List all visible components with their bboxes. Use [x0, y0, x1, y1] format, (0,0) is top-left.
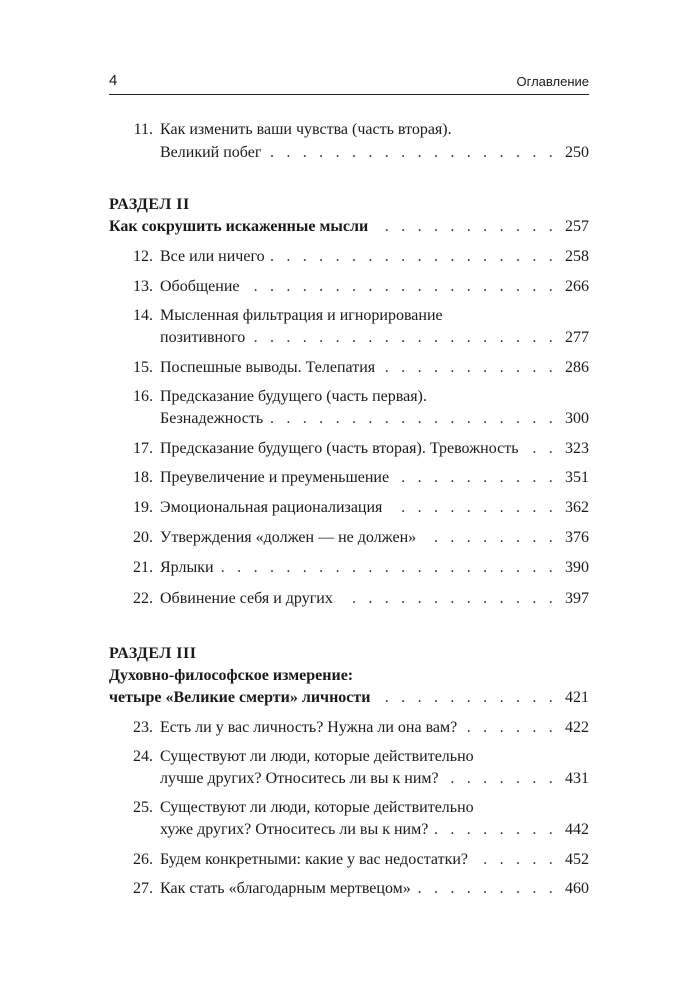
toc-entry[interactable] — [109, 849, 589, 871]
toc-entry-page: 452 — [565, 851, 589, 868]
leader-dots — [220, 557, 557, 579]
leader-dots — [445, 768, 557, 790]
toc-entry-title: Будем конкретными: какие у вас недостатки? — [160, 851, 468, 868]
leader-dots — [463, 717, 557, 739]
toc-entry-title: Великий побег — [160, 144, 262, 161]
toc-entry-title: Как стать «благодарным мертвецом» — [160, 880, 411, 897]
toc-entry-number: 13. — [133, 278, 153, 295]
toc-entry-page: 390 — [565, 559, 589, 576]
toc-entry-number: 19. — [133, 499, 153, 516]
toc-entry-number: 23. — [133, 719, 153, 736]
toc-entry-number: 18. — [133, 469, 153, 486]
toc-entry-title: Все или ничего — [160, 248, 265, 265]
toc-entry-continuation[interactable] — [109, 142, 589, 164]
toc-entry-number: 25. — [133, 799, 153, 816]
toc-entry-title: Мысленная фильтрация и игнорирование — [160, 307, 443, 324]
toc-entry[interactable] — [109, 438, 589, 460]
toc-entry-page: 258 — [565, 248, 589, 265]
toc-entry-number: 12. — [133, 248, 153, 265]
leader-dots — [245, 276, 557, 298]
toc-entry[interactable] — [109, 246, 589, 268]
toc-entry-continuation[interactable] — [109, 408, 589, 430]
section-title-text: Как сокрушить искаженные мысли — [109, 218, 369, 235]
toc-entry-page: 323 — [565, 440, 589, 457]
section-title: Духовно-философское измерение: — [109, 667, 354, 684]
toc-entry-title: Утверждения «должен — не должен» — [160, 529, 417, 546]
toc-entry-title: Ярлыки — [160, 559, 214, 576]
leader-dots — [376, 687, 557, 709]
toc-entry[interactable] — [109, 527, 589, 549]
toc-entry[interactable] — [109, 357, 589, 379]
toc-entry-page: 442 — [565, 821, 589, 838]
toc-entry-page: 266 — [565, 278, 589, 295]
toc-entry-title: Обобщение — [160, 278, 240, 295]
toc-entry[interactable] — [109, 557, 589, 579]
toc-entry[interactable] — [109, 276, 589, 298]
toc-entry-title: Преувеличение и преуменьшение — [160, 469, 390, 486]
toc-entry-continuation[interactable] — [109, 819, 589, 841]
toc-entry-number: 11. — [133, 121, 153, 138]
toc-entry-title: Предсказание будущего (часть первая). — [160, 388, 427, 405]
toc-entry-continuation[interactable] — [109, 327, 589, 349]
section-title-continuation[interactable] — [109, 687, 589, 709]
leader-dots — [251, 327, 557, 349]
leader-dots — [374, 216, 557, 238]
leader-dots — [267, 142, 557, 164]
toc-entry[interactable] — [109, 497, 589, 519]
leader-dots — [381, 357, 557, 379]
toc-entry-page: 397 — [565, 590, 589, 607]
toc-entry[interactable] — [109, 305, 589, 327]
toc-entry-number: 20. — [133, 529, 153, 546]
toc-entry-number: 16. — [133, 388, 153, 405]
toc-entry-title: Поспешные выводы. Телепатия — [160, 359, 376, 376]
toc-entry-title: Существуют ли люди, которые действительно — [160, 799, 474, 816]
toc-entry-number: 26. — [133, 851, 153, 868]
running-head-title: Оглавление — [516, 74, 589, 89]
toc-entry-number: 27. — [133, 880, 153, 897]
toc-entry-page: 362 — [565, 499, 589, 516]
leader-dots — [417, 878, 557, 900]
toc-entry[interactable] — [109, 119, 589, 141]
toc-entry-page: 351 — [565, 469, 589, 486]
toc-entry-continuation[interactable] — [109, 768, 589, 790]
toc-entry-page: 250 — [565, 144, 589, 161]
leader-dots — [388, 497, 557, 519]
leader-dots — [271, 246, 557, 268]
section-heading: РАЗДЕЛ III — [109, 645, 197, 662]
toc-entry-number: 24. — [133, 748, 153, 765]
leader-dots — [474, 849, 557, 871]
toc-entry-title: Обвинение себя и других — [160, 590, 333, 607]
toc-entry[interactable] — [109, 746, 589, 768]
toc-entry-page: 300 — [565, 410, 589, 427]
leader-dots — [269, 408, 557, 430]
toc-entry[interactable] — [109, 467, 589, 489]
toc-entry-title: Есть ли у вас личность? Нужна ли она вам? — [160, 719, 458, 736]
toc-entry-title: Существуют ли люди, которые действительно — [160, 748, 474, 765]
toc-entry-title: Безнадежность — [160, 410, 264, 427]
toc-entry-number: 22. — [133, 590, 153, 607]
toc-entry[interactable] — [109, 878, 589, 900]
section-page: 421 — [565, 689, 589, 706]
toc-entry-number: 21. — [133, 559, 153, 576]
section-title-text: четыре «Великие смерти» личности — [109, 689, 371, 706]
leader-dots — [525, 438, 557, 460]
toc-entry-number: 14. — [133, 307, 153, 324]
section-page: 257 — [565, 218, 589, 235]
toc-entry-page: 431 — [565, 770, 589, 787]
leader-dots — [339, 588, 557, 610]
toc-entry-number: 15. — [133, 359, 153, 376]
toc-entry[interactable] — [109, 797, 589, 819]
toc-entry-page: 422 — [565, 719, 589, 736]
toc-entry-page: 376 — [565, 529, 589, 546]
toc-entry-title: Предсказание будущего (часть вторая). Тревожность — [160, 440, 519, 457]
toc-entry-page: 460 — [565, 880, 589, 897]
toc-entry-page: 286 — [565, 359, 589, 376]
toc-entry-number: 17. — [133, 440, 153, 457]
page-number: 4 — [109, 72, 118, 89]
toc-entry-title: лучше других? Относитесь ли вы к ним? — [160, 770, 439, 787]
toc-entry-title: Как изменить ваши чувства (часть вторая). — [160, 121, 452, 138]
leader-dots — [422, 527, 557, 549]
section-heading: РАЗДЕЛ II — [109, 196, 190, 213]
toc-entry[interactable] — [109, 717, 589, 739]
toc-entry-title: Эмоциональная рационализация — [160, 499, 383, 516]
leader-dots — [434, 819, 557, 841]
toc-entry-page: 277 — [565, 329, 589, 346]
toc-entry[interactable] — [109, 588, 589, 610]
toc-entry-title: позитивного — [160, 329, 246, 346]
section-title[interactable] — [109, 216, 589, 238]
toc-entry[interactable] — [109, 386, 589, 408]
toc-entry-title: хуже других? Относитесь ли вы к ним? — [160, 821, 429, 838]
leader-dots — [395, 467, 557, 489]
